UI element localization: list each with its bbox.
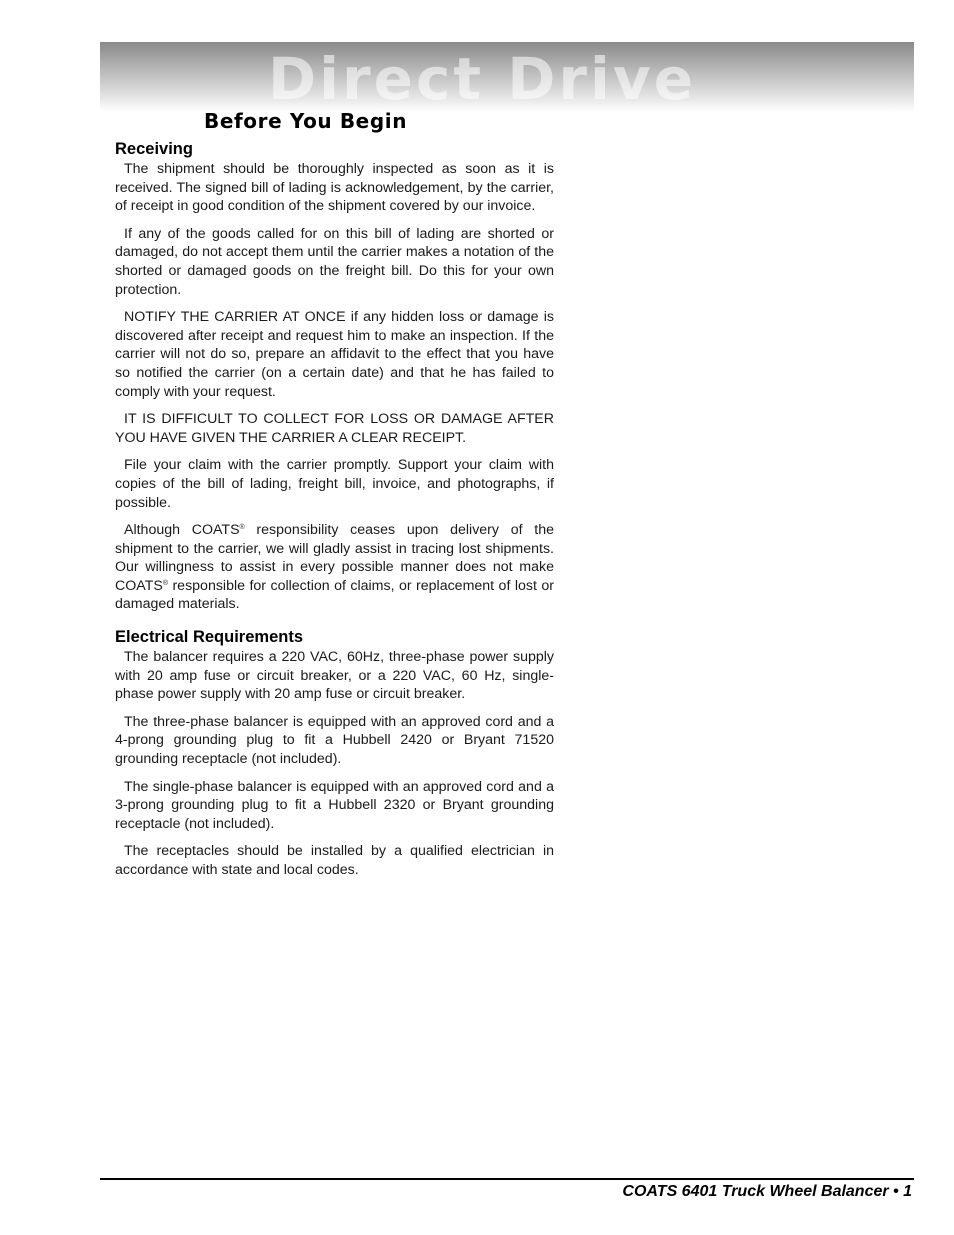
- receiving-heading: Receiving: [115, 140, 193, 158]
- page-footer: COATS 6401 Truck Wheel Balancer • 1: [622, 1183, 912, 1200]
- electrical-paragraph-4: The receptacles should be installed by a qualified electrician in accordance with state and local codes.: [115, 843, 554, 878]
- electrical-paragraph-2: The three-phase balancer is equipped with an approved cord and a 4-prong grounding plug to fit a Hubbell 2420 or Bryant 71520 grounding receptacle (not included).: [115, 713, 554, 768]
- receiving-paragraph-3: NOTIFY THE CARRIER AT ONCE if any hidden loss or damage is discovered after receipt and request him to make an inspection. If the carrier will not do so, prepare an affidavit to the effect that you have so notified the carrier (on a certain date) and that he has failed to comply with your request.: [115, 309, 554, 400]
- receiving-paragraph-4: IT IS DIFFICULT TO COLLECT FOR LOSS OR DAMAGE AFTER YOU HAVE GIVEN THE CARRIER A CLEAR RECEIPT.: [115, 411, 554, 446]
- main-content: [115, 138, 554, 889]
- p6-part-b: responsibility ceases upon delivery of the shipment to the carrier, we will gladly assist in tracing lost shipments. Our willingness to assist in every possible manner does not make COATS: [115, 522, 554, 594]
- p6-part-a: Although COATS: [124, 522, 240, 539]
- footer-rule: [100, 1178, 914, 1180]
- receiving-paragraph-1: The shipment should be thoroughly inspected as soon as it is received. The signed bill of lading is acknowledgement, by the carrier, of receipt in good condition of the shipment covered by our invoice.: [115, 161, 554, 215]
- p6-part-c: responsible for collection of claims, or replacement of lost or damaged materials.: [115, 577, 554, 613]
- electrical-paragraph-3: The single-phase balancer is equipped with an approved cord and a 3-prong grounding plug to fit a Hubbell 2320 or Bryant grounding receptacle (not included).: [115, 778, 554, 832]
- registered-mark: ®: [162, 579, 168, 587]
- receiving-paragraph-2: If any of the goods called for on this bill of lading are shorted or damaged, do not accept them until the carrier makes a notation of the shorted or damaged goods on the freight bill. Do this for your own protection.: [115, 225, 554, 298]
- banner-title: Direct Drive: [268, 45, 697, 112]
- electrical-paragraph-1: The balancer requires a 220 VAC, 60Hz, three-phase power supply with 20 amp fuse or circuit breaker, or a 220 VAC, 60 Hz, single-phase power supply with 20 amp fuse or circuit breaker.: [115, 649, 554, 703]
- receiving-paragraph-5: File your claim with the carrier promptly. Support your claim with copies of the bill of lading, freight bill, invoice, and photographs, if possible.: [115, 457, 554, 511]
- section-title: Before You Begin: [204, 109, 408, 133]
- header-banner: [100, 42, 914, 112]
- electrical-heading: Electrical Requirements: [115, 628, 303, 647]
- receiving-paragraph-6: [115, 521, 554, 614]
- registered-mark: ®: [239, 524, 245, 532]
